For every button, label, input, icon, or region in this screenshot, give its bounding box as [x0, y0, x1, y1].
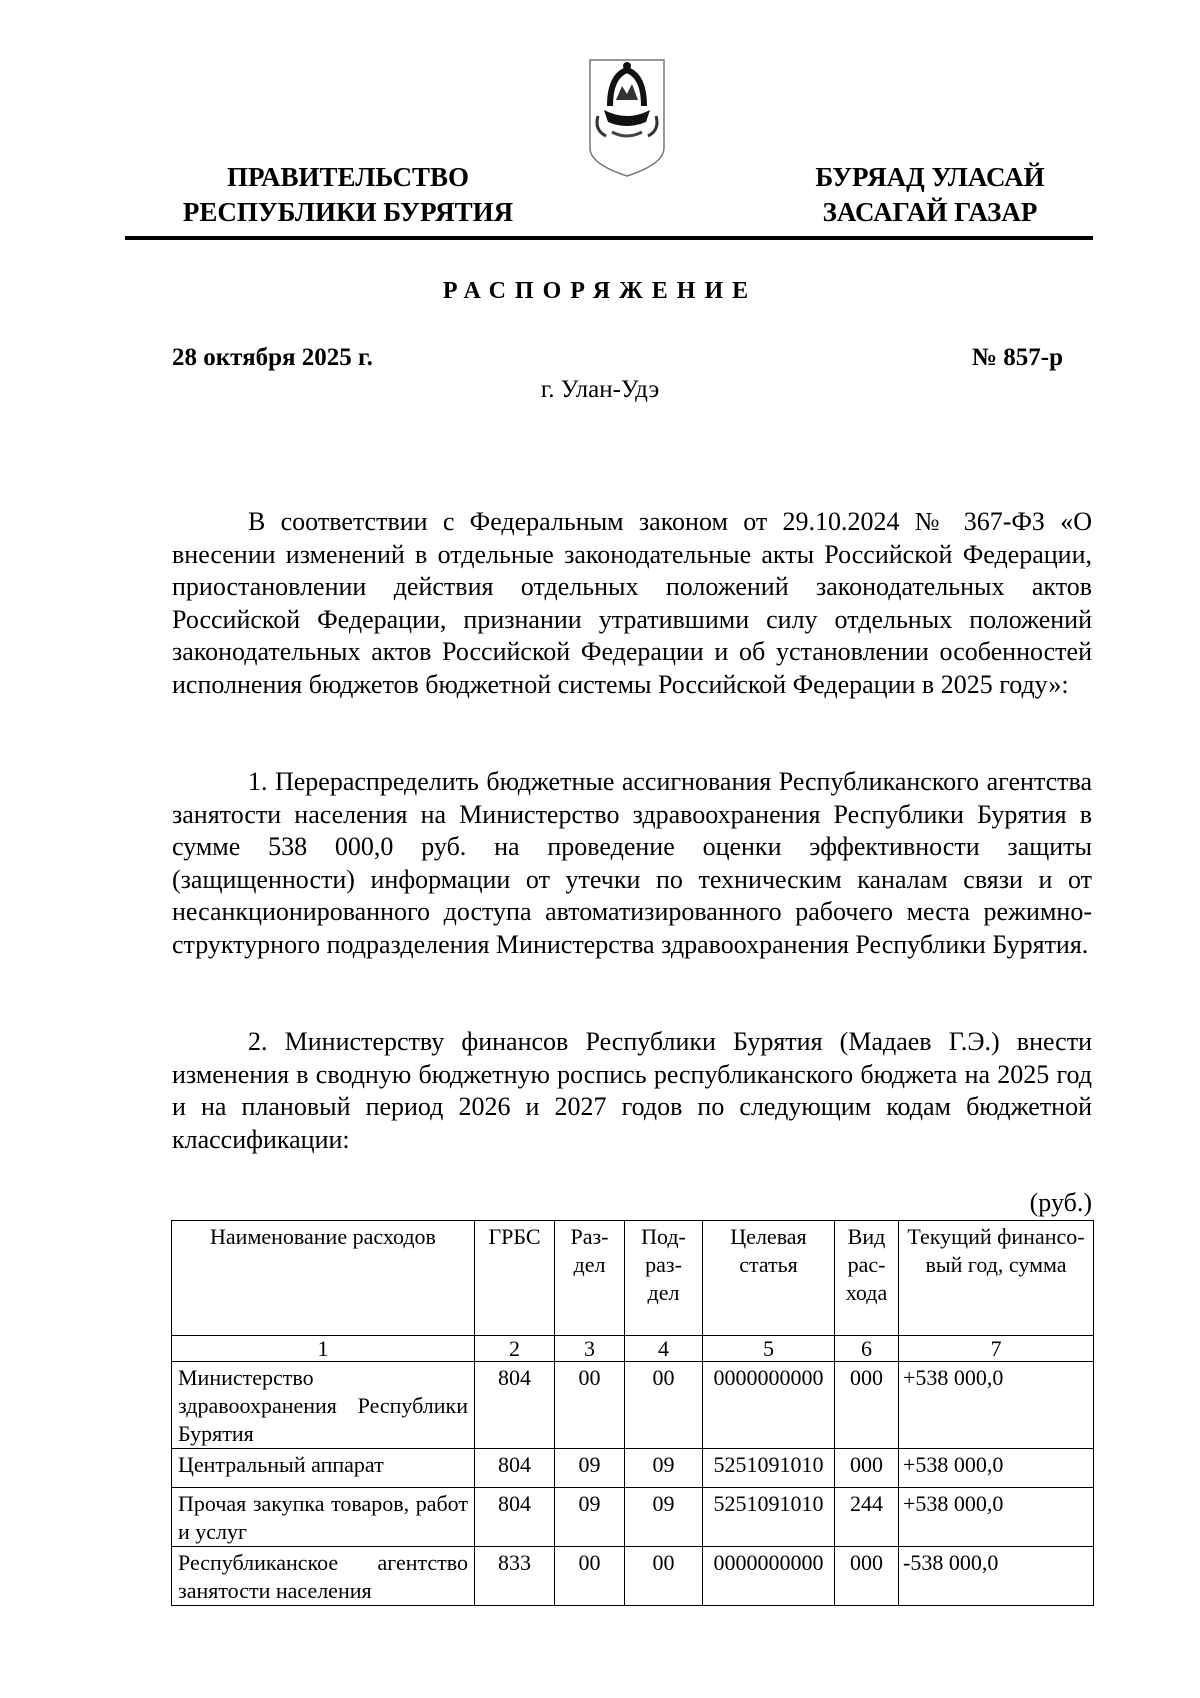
expense-name-cell: Прочая закупка товаров, работ и услуг [172, 1488, 475, 1547]
document-title: РАСПОРЯЖЕНИЕ [442, 278, 758, 304]
amount-cell: +538 000,0 [899, 1488, 1094, 1547]
grbs-cell: 804 [475, 1362, 555, 1449]
table-row [172, 1362, 1094, 1449]
section-cell: 00 [555, 1362, 625, 1449]
column-header-amount: Текущий финансо-вый год, сумма [899, 1221, 1094, 1336]
column-number: 4 [625, 1336, 703, 1362]
table-row [172, 1449, 1094, 1488]
grbs-cell: 804 [475, 1488, 555, 1547]
header-left-line1: ПРАВИТЕЛЬСТВО [226, 162, 470, 192]
column-number-row [172, 1336, 1094, 1362]
expense-name-cell: Министерство здравоохранения Республики Бурятия [172, 1362, 475, 1449]
subsection-cell: 00 [625, 1362, 703, 1449]
header-left [168, 160, 528, 230]
column-number: 5 [703, 1336, 835, 1362]
column-number: 7 [899, 1336, 1094, 1362]
preamble-paragraph: В соответствии с Федеральным законом от 29.10.2024 № 367-ФЗ «О внесении изменений в отдельные законодательные акты Российской Федерации, приостановлении действия отдельных положений законодательных актов Российской Федерации, признании утратившими силу отдельных положений законодательных актов Российской Федерации и об установлении особенностей исполнения бюджетов бюджетной системы Российской Федерации в 2025 году»: [172, 507, 1092, 699]
section-cell: 09 [555, 1449, 625, 1488]
document-date: 28 октября 2025 г. [172, 344, 373, 371]
column-number: 3 [555, 1336, 625, 1362]
column-number: 6 [835, 1336, 899, 1362]
expense-type-cell: 000 [835, 1362, 899, 1449]
expense-type-cell: 000 [835, 1449, 899, 1488]
table-row [172, 1547, 1094, 1606]
table-header-row [172, 1221, 1094, 1336]
column-header-grbs: ГРБС [475, 1221, 555, 1336]
amount-cell: -538 000,0 [899, 1547, 1094, 1606]
column-header-name: Наименование расходов [172, 1221, 475, 1336]
budget-table [171, 1220, 1094, 1606]
target-article-cell: 0000000000 [703, 1362, 835, 1449]
column-header-section: Раз-дел [555, 1221, 625, 1336]
header-right-line1: БУРЯАД УЛАСАЙ [815, 162, 1045, 192]
column-header-subsection: Под-раз-дел [625, 1221, 703, 1336]
header-left-line2: РЕСПУБЛИКИ БУРЯТИЯ [182, 197, 514, 227]
coat-of-arms-icon [586, 56, 668, 180]
section-cell: 09 [555, 1488, 625, 1547]
amount-cell: +538 000,0 [899, 1449, 1094, 1488]
target-article-cell: 5251091010 [703, 1449, 835, 1488]
subsection-cell: 09 [625, 1449, 703, 1488]
table-row [172, 1488, 1094, 1547]
target-article-cell: 5251091010 [703, 1488, 835, 1547]
document-number: № 857-р [971, 344, 1063, 371]
subsection-cell: 00 [625, 1547, 703, 1606]
header-right-line2: ЗАСАГАЙ ГАЗАР [822, 197, 1038, 227]
column-number: 2 [475, 1336, 555, 1362]
grbs-cell: 804 [475, 1449, 555, 1488]
header-divider [125, 236, 1093, 240]
expense-type-cell: 000 [835, 1547, 899, 1606]
table-units: (руб.) [1029, 1188, 1092, 1217]
expense-type-cell: 244 [835, 1488, 899, 1547]
column-header-target-article: Целевая статья [703, 1221, 835, 1336]
expense-name-cell: Республиканское агентство занятости населения [172, 1547, 475, 1606]
column-number: 1 [172, 1336, 475, 1362]
column-header-expense-type: Вид рас-хода [835, 1221, 899, 1336]
section-cell: 00 [555, 1547, 625, 1606]
subsection-cell: 09 [625, 1488, 703, 1547]
item-2-paragraph: 2. Министерству финансов Республики Бурятия (Мадаев Г.Э.) внести изменения в сводную бюджетную роспись республиканского бюджета на 2025 год и на плановый период 2026 и 2027 годов по следующим кодам бюджетной классификации: [172, 1027, 1092, 1154]
header-right [750, 160, 1110, 230]
target-article-cell: 0000000000 [703, 1547, 835, 1606]
document-city: г. Улан-Удэ [540, 376, 660, 403]
item-1-paragraph: 1. Перераспределить бюджетные ассигнования Республиканского агентства занятости населения на Министерство здравоохранения Республики Бурятия в сумме 538 000,0 руб. на проведение оценки эффективности защиты (защищенности) информации от утечки по техническим каналам связи и от несанкционированного доступа автоматизированного рабочего места режимно-структурного подразделения Министерства здравоохранения Республики Бурятия. [172, 767, 1092, 959]
amount-cell: +538 000,0 [899, 1362, 1094, 1449]
grbs-cell: 833 [475, 1547, 555, 1606]
expense-name-cell: Центральный аппарат [172, 1449, 475, 1488]
